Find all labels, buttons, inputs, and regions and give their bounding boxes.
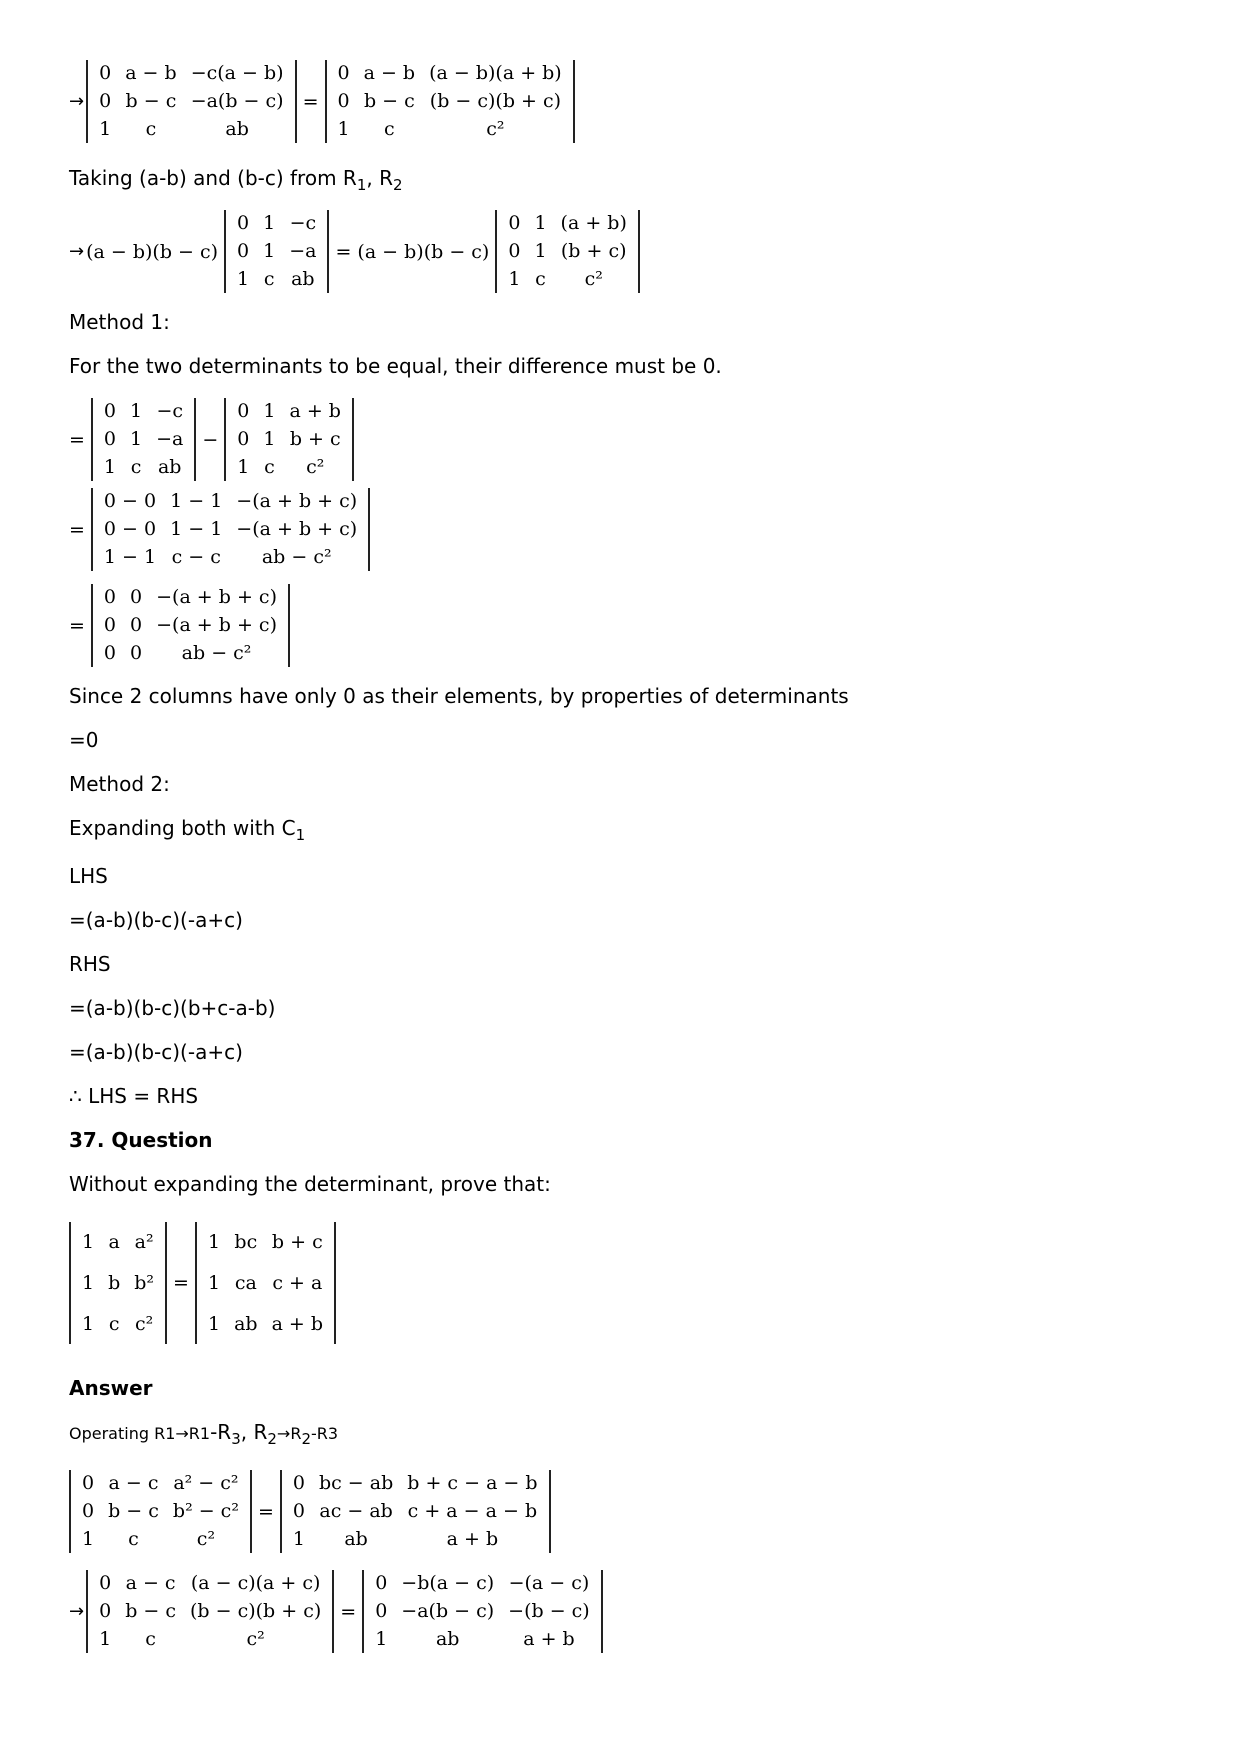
matrix-cell: −a <box>289 240 317 262</box>
text-part: -R <box>210 1420 232 1444</box>
matrix-cell: 0 <box>237 240 250 262</box>
matrix-cell: b + c − a − b <box>407 1472 538 1494</box>
matrix-cell: 1 <box>508 268 521 290</box>
conclusion: ∴ LHS = RHS <box>69 1084 199 1108</box>
rhs-value-2: =(a-b)(b-c)(-a+c) <box>69 1040 243 1064</box>
matrix-cell: 1 <box>82 1528 95 1550</box>
determinant <box>325 60 575 143</box>
matrix-cell: a² <box>134 1231 154 1253</box>
matrix-cell: 1 <box>130 428 143 450</box>
matrix-cell: bc <box>234 1231 258 1253</box>
answer-heading: Answer <box>69 1376 153 1400</box>
matrix-cell: 1 <box>263 240 276 262</box>
matrix-cell: c <box>128 1528 139 1550</box>
matrix-cell: ab <box>234 1313 258 1335</box>
matrix-cell: c + a <box>272 1272 323 1294</box>
equation-5 <box>69 584 290 667</box>
factor: (a − b)(b − c) <box>357 240 490 263</box>
matrix-cell: 0 <box>99 1600 112 1622</box>
matrix-cell: 0 <box>375 1600 388 1622</box>
matrix-cell: −c <box>156 400 184 422</box>
matrix-cell: 1 <box>82 1272 95 1294</box>
matrix-cell: 0 <box>82 1472 95 1494</box>
equals-sign: = <box>69 518 85 541</box>
matrix-cell: 1 <box>292 1528 305 1550</box>
matrix-cell: 0 <box>103 400 117 422</box>
matrix-cell: 0 <box>130 642 143 664</box>
matrix-cell: b − c <box>125 1600 176 1622</box>
matrix-cell: ac − ab <box>319 1500 393 1522</box>
text-part: -R3 <box>311 1424 339 1443</box>
matrix-cell: −(b − c) <box>508 1600 590 1622</box>
matrix-cell: 1 <box>130 400 143 422</box>
matrix-cell: (a − b)(a + b) <box>429 62 562 84</box>
determinant <box>280 1470 551 1553</box>
lhs-label: LHS <box>69 864 108 888</box>
matrix-cell: ab <box>291 268 315 290</box>
matrix-cell: 0 <box>237 428 250 450</box>
text-equals-zero: =0 <box>69 728 99 752</box>
minus-sign: − <box>202 428 219 451</box>
matrix-cell: c <box>145 118 157 140</box>
matrix-cell: b − c <box>363 90 415 112</box>
matrix-cell: c² <box>584 268 603 290</box>
equation-1 <box>69 60 575 143</box>
matrix-cell: 0 <box>237 212 250 234</box>
subscript: 3 <box>231 1430 241 1448</box>
matrix-cell: a − c <box>108 1472 159 1494</box>
matrix-cell: ab <box>435 1628 460 1650</box>
question-text: Without expanding the determinant, prove that: <box>69 1172 551 1196</box>
matrix-cell: c <box>535 268 546 290</box>
equals-sign: = <box>173 1272 189 1294</box>
matrix-cell: c² <box>246 1628 265 1650</box>
matrix-cell: 1 <box>263 212 276 234</box>
matrix-cell: 0 <box>103 428 117 450</box>
matrix-cell: ab − c² <box>181 642 252 664</box>
matrix-cell: 0 <box>337 90 350 112</box>
matrix-cell: 1 − 1 <box>170 490 223 512</box>
equation-7 <box>69 1470 551 1553</box>
text-part: Taking (a-b) and (b-c) from R <box>69 166 357 190</box>
equals-sign: = <box>302 90 319 113</box>
equals-sign: = <box>69 614 85 637</box>
matrix-cell: −a <box>156 428 184 450</box>
matrix-cell: 0 <box>508 212 521 234</box>
determinant <box>69 1470 252 1553</box>
matrix-cell: c² <box>486 118 505 140</box>
text-part: , R <box>240 1420 268 1444</box>
subscript: 2 <box>267 1430 277 1448</box>
rhs-value-1: =(a-b)(b-c)(b+c-a-b) <box>69 996 276 1020</box>
equals-sign: = <box>257 1500 274 1523</box>
determinant <box>91 584 290 667</box>
matrix-cell: b <box>108 1272 121 1294</box>
text-difference: For the two determinants to be equal, their difference must be 0. <box>69 354 722 378</box>
operating-text <box>69 1420 338 1446</box>
determinant <box>224 210 329 293</box>
determinant <box>69 1222 167 1344</box>
matrix-cell: 0 <box>337 62 350 84</box>
matrix-cell: −(a + b + c) <box>156 586 277 608</box>
matrix-cell: 1 <box>534 240 547 262</box>
matrix-cell: 0 <box>375 1572 388 1594</box>
matrix-cell: 0 <box>99 1572 112 1594</box>
method-2-label: Method 2: <box>69 772 170 796</box>
determinant <box>86 1570 334 1653</box>
matrix-cell: a <box>108 1231 120 1253</box>
question-equation <box>69 1222 336 1344</box>
matrix-cell: (b − c)(b + c) <box>429 90 562 112</box>
equals-sign: = <box>69 428 85 451</box>
matrix-cell: a + b <box>523 1628 575 1650</box>
matrix-cell: c² <box>196 1528 216 1550</box>
matrix-cell: c <box>384 118 395 140</box>
matrix-cell: 1 <box>263 428 276 450</box>
matrix-cell: 0 − 0 <box>103 518 157 540</box>
matrix-cell: b² <box>134 1272 155 1294</box>
matrix-cell: c − c <box>171 546 221 568</box>
matrix-cell: 1 <box>207 1272 221 1294</box>
matrix-cell: 0 <box>130 614 143 636</box>
matrix-cell: 0 <box>130 586 143 608</box>
matrix-cell: a + b <box>289 400 341 422</box>
matrix-cell: 1 <box>237 268 250 290</box>
matrix-cell: 1 <box>534 212 547 234</box>
subscript: 2 <box>392 176 403 194</box>
matrix-cell: 0 <box>103 586 117 608</box>
arrow-symbol: → <box>69 241 85 262</box>
determinant <box>86 60 296 143</box>
matrix-cell: ab <box>225 118 249 140</box>
matrix-cell: c <box>145 1628 156 1650</box>
matrix-cell: 0 <box>103 614 117 636</box>
matrix-cell: a − b <box>125 62 177 84</box>
matrix-cell: 0 <box>99 62 112 84</box>
equation-2 <box>69 210 640 293</box>
matrix-cell: 0 <box>103 642 117 664</box>
equals-sign: = <box>340 1600 357 1623</box>
matrix-cell: a + b <box>446 1528 499 1550</box>
matrix-cell: −b(a − c) <box>401 1572 495 1594</box>
question-heading: 37. Question <box>69 1128 213 1152</box>
matrix-cell: c <box>264 456 275 478</box>
matrix-cell: ab − c² <box>261 546 332 568</box>
determinant <box>224 398 354 481</box>
matrix-cell: −a(b − c) <box>401 1600 495 1622</box>
text-zero-columns: Since 2 columns have only 0 as their elements, by properties of determinants <box>69 684 849 708</box>
matrix-cell: ab <box>344 1528 368 1550</box>
determinant <box>91 488 370 571</box>
equation-8 <box>69 1570 603 1653</box>
matrix-cell: a − c <box>125 1572 176 1594</box>
matrix-cell: a − b <box>363 62 416 84</box>
matrix-cell: 1 <box>263 400 276 422</box>
matrix-cell: b + c <box>289 428 341 450</box>
matrix-cell: 0 <box>99 90 112 112</box>
matrix-cell: c² <box>135 1313 154 1335</box>
matrix-cell: −(a + b + c) <box>236 518 358 540</box>
rhs-label: RHS <box>69 952 111 976</box>
text-taking-factors <box>69 166 403 194</box>
matrix-cell: 1 <box>103 456 117 478</box>
matrix-cell: c <box>130 456 142 478</box>
matrix-cell: (a − c)(a + c) <box>190 1572 321 1594</box>
matrix-cell: b − c <box>108 1500 159 1522</box>
equation-4 <box>69 488 370 571</box>
matrix-cell: 0 <box>292 1500 305 1522</box>
text-expanding <box>69 816 306 844</box>
matrix-cell: 1 − 1 <box>103 546 157 568</box>
matrix-cell: 0 <box>508 240 521 262</box>
matrix-cell: 1 <box>237 456 250 478</box>
determinant <box>362 1570 603 1653</box>
factor: (a − b)(b − c) <box>86 240 219 263</box>
matrix-cell: 1 <box>99 1628 112 1650</box>
matrix-cell: ab <box>157 456 182 478</box>
text-part: Expanding both with C <box>69 816 296 840</box>
matrix-cell: ca <box>234 1272 257 1294</box>
matrix-cell: 0 <box>82 1500 95 1522</box>
matrix-cell: bc − ab <box>318 1472 394 1494</box>
lhs-value: =(a-b)(b-c)(-a+c) <box>69 908 243 932</box>
matrix-cell: 1 <box>207 1313 221 1335</box>
determinant <box>495 210 640 293</box>
arrow-symbol: → <box>69 91 85 112</box>
determinant <box>91 398 196 481</box>
matrix-cell: c + a − a − b <box>407 1500 538 1522</box>
matrix-cell: a² − c² <box>173 1472 239 1494</box>
matrix-cell: c² <box>306 456 325 478</box>
text-part: Operating R1→R1 <box>69 1424 211 1443</box>
determinant <box>195 1222 336 1344</box>
text-part: , R <box>366 166 393 190</box>
arrow-symbol: → <box>69 1601 85 1622</box>
matrix-cell: −c(a − b) <box>190 62 284 84</box>
matrix-cell: 1 <box>82 1313 95 1335</box>
matrix-cell: −(a + b + c) <box>236 490 358 512</box>
matrix-cell: 0 <box>237 400 250 422</box>
matrix-cell: b + c <box>271 1231 323 1253</box>
matrix-cell: b − c <box>125 90 177 112</box>
matrix-cell: 0 − 0 <box>103 490 157 512</box>
matrix-cell: −a(b − c) <box>190 90 284 112</box>
subscript: 2 <box>301 1430 311 1448</box>
matrix-cell: 1 <box>207 1231 221 1253</box>
subscript: 1 <box>356 176 367 194</box>
matrix-cell: −c <box>289 212 317 234</box>
equation-3 <box>69 398 354 481</box>
matrix-cell: 1 <box>337 118 350 140</box>
matrix-cell: a + b <box>271 1313 324 1335</box>
matrix-cell: (b − c)(b + c) <box>190 1600 322 1622</box>
text-part: →R <box>276 1424 302 1443</box>
subscript: 1 <box>295 826 306 844</box>
matrix-cell: c <box>263 268 275 290</box>
matrix-cell: (a + b) <box>560 212 627 234</box>
matrix-cell: 1 − 1 <box>170 518 223 540</box>
method-1-label: Method 1: <box>69 310 170 334</box>
matrix-cell: b² − c² <box>172 1500 239 1522</box>
matrix-cell: −(a − c) <box>508 1572 590 1594</box>
matrix-cell: c <box>108 1313 120 1335</box>
matrix-cell: −(a + b + c) <box>156 614 277 636</box>
matrix-cell: 1 <box>82 1231 95 1253</box>
matrix-cell: 0 <box>292 1472 305 1494</box>
equals-sign: = <box>335 240 352 263</box>
matrix-cell: (b + c) <box>560 240 627 262</box>
matrix-cell: 1 <box>375 1628 388 1650</box>
matrix-cell: 1 <box>99 118 112 140</box>
